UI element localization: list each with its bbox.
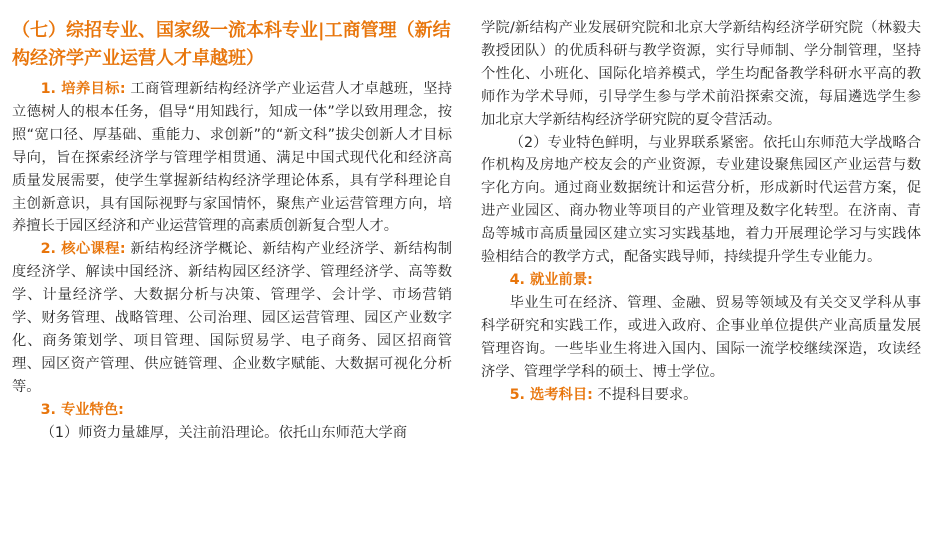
courses-label: 2. 核心课程: (40, 241, 126, 258)
subjects-text: 不提科目要求。 (592, 386, 698, 403)
courses-text: 新结构经济学概论、新结构产业经济学、新结构制度经济学、解读中国经济、新结构园区经济学、管理经济学、高等数学、计量经济学、大数据分析与决策、管理学、会计学、市场营销学、财务管理、战略管理、公司治理、园区运营管理、园区产业数字化、商务策划学、项目管理、国际贸易学、电子商务、园区招商管理、园区资产管理、供应链管理、企业数字赋能、大数据可视化分析等。 (12, 241, 453, 395)
features-label: 3. 专业特色: (40, 401, 124, 418)
career-heading (481, 269, 921, 292)
section-title: （七）综招专业、国家级一流本科专业|工商管理（新结构经济学产业运营人才卓越班） (12, 20, 451, 69)
goal-label: 1. 培养目标: (40, 81, 126, 97)
feature2-paragraph: （2）专业特色鲜明，与业界联系紧密。依托山东师范大学战略合作机构及房地产校友会的产业资源，专业建设聚焦园区产业运营与数字化方向。通过商业数据统计和运营分析，形成新时代运营方案，促进产业园区、商办物业等项目的产业管理及数字化转型。在济南、青岛等城市高质量园区建立实习实践基地，着力开展理论学习与实践体验相结合的教学方式，配备实践导师，持续提升学生专业能力。 (481, 134, 921, 266)
feature1-start: （1）师资力量雄厚，关注前沿理论。依托山东师范大学商 (40, 424, 408, 441)
left-column (12, 0, 452, 445)
subjects-label: 5. 选考科目: (509, 386, 593, 403)
features-heading (12, 399, 452, 422)
feature1-continued: 学院/新结构产业发展研究院和北京大学新结构经济学研究院（林毅夫教授团队）的优质科研与教学资源，实行导师制、学分制管理，坚持个性化、小班化、国际化培养模式，学生均配备教学科研水平高的教师作为学术导师，引导学生参与学术前沿探索交流，每届遴选学生参加北京大学新结构经济学研究院的夏令营活动。 (481, 20, 921, 128)
career-label: 4. 就业前景: (509, 271, 593, 288)
courses-paragraph (12, 238, 452, 398)
goal-paragraph (12, 78, 452, 238)
goal-text: 工商管理新结构经济学产业运营人才卓越班，坚持立德树人的根本任务，倡导“用知践行，知成一体”学以致用理念，按照“宽口径、厚基础、重能力、求创新”的“新文科”拔尖创新人才目标导向，旨在探索经济学与管理学相贯通、满足中国式现代化和经济高质量发展需要，使学生掌握新结构经济学理论体系，具有学科理论自主创新意识，具有国际视野与家国情怀，聚焦产业运营管理方向，培养擅长于园区经济和产业运营管理的高素质创新复合型人才。 (12, 81, 453, 235)
subjects-paragraph (481, 384, 921, 407)
right-column (481, 0, 921, 406)
career-paragraph: 毕业生可在经济、管理、金融、贸易等领域及有关交叉学科从事科学研究和实践工作，或进入政府、企事业单位提供产业高质量发展管理咨询。一些毕业生将进入国内、国际一流学校继续深造，攻读经济学、管理学学科的硕士、博士学位。 (481, 294, 921, 380)
